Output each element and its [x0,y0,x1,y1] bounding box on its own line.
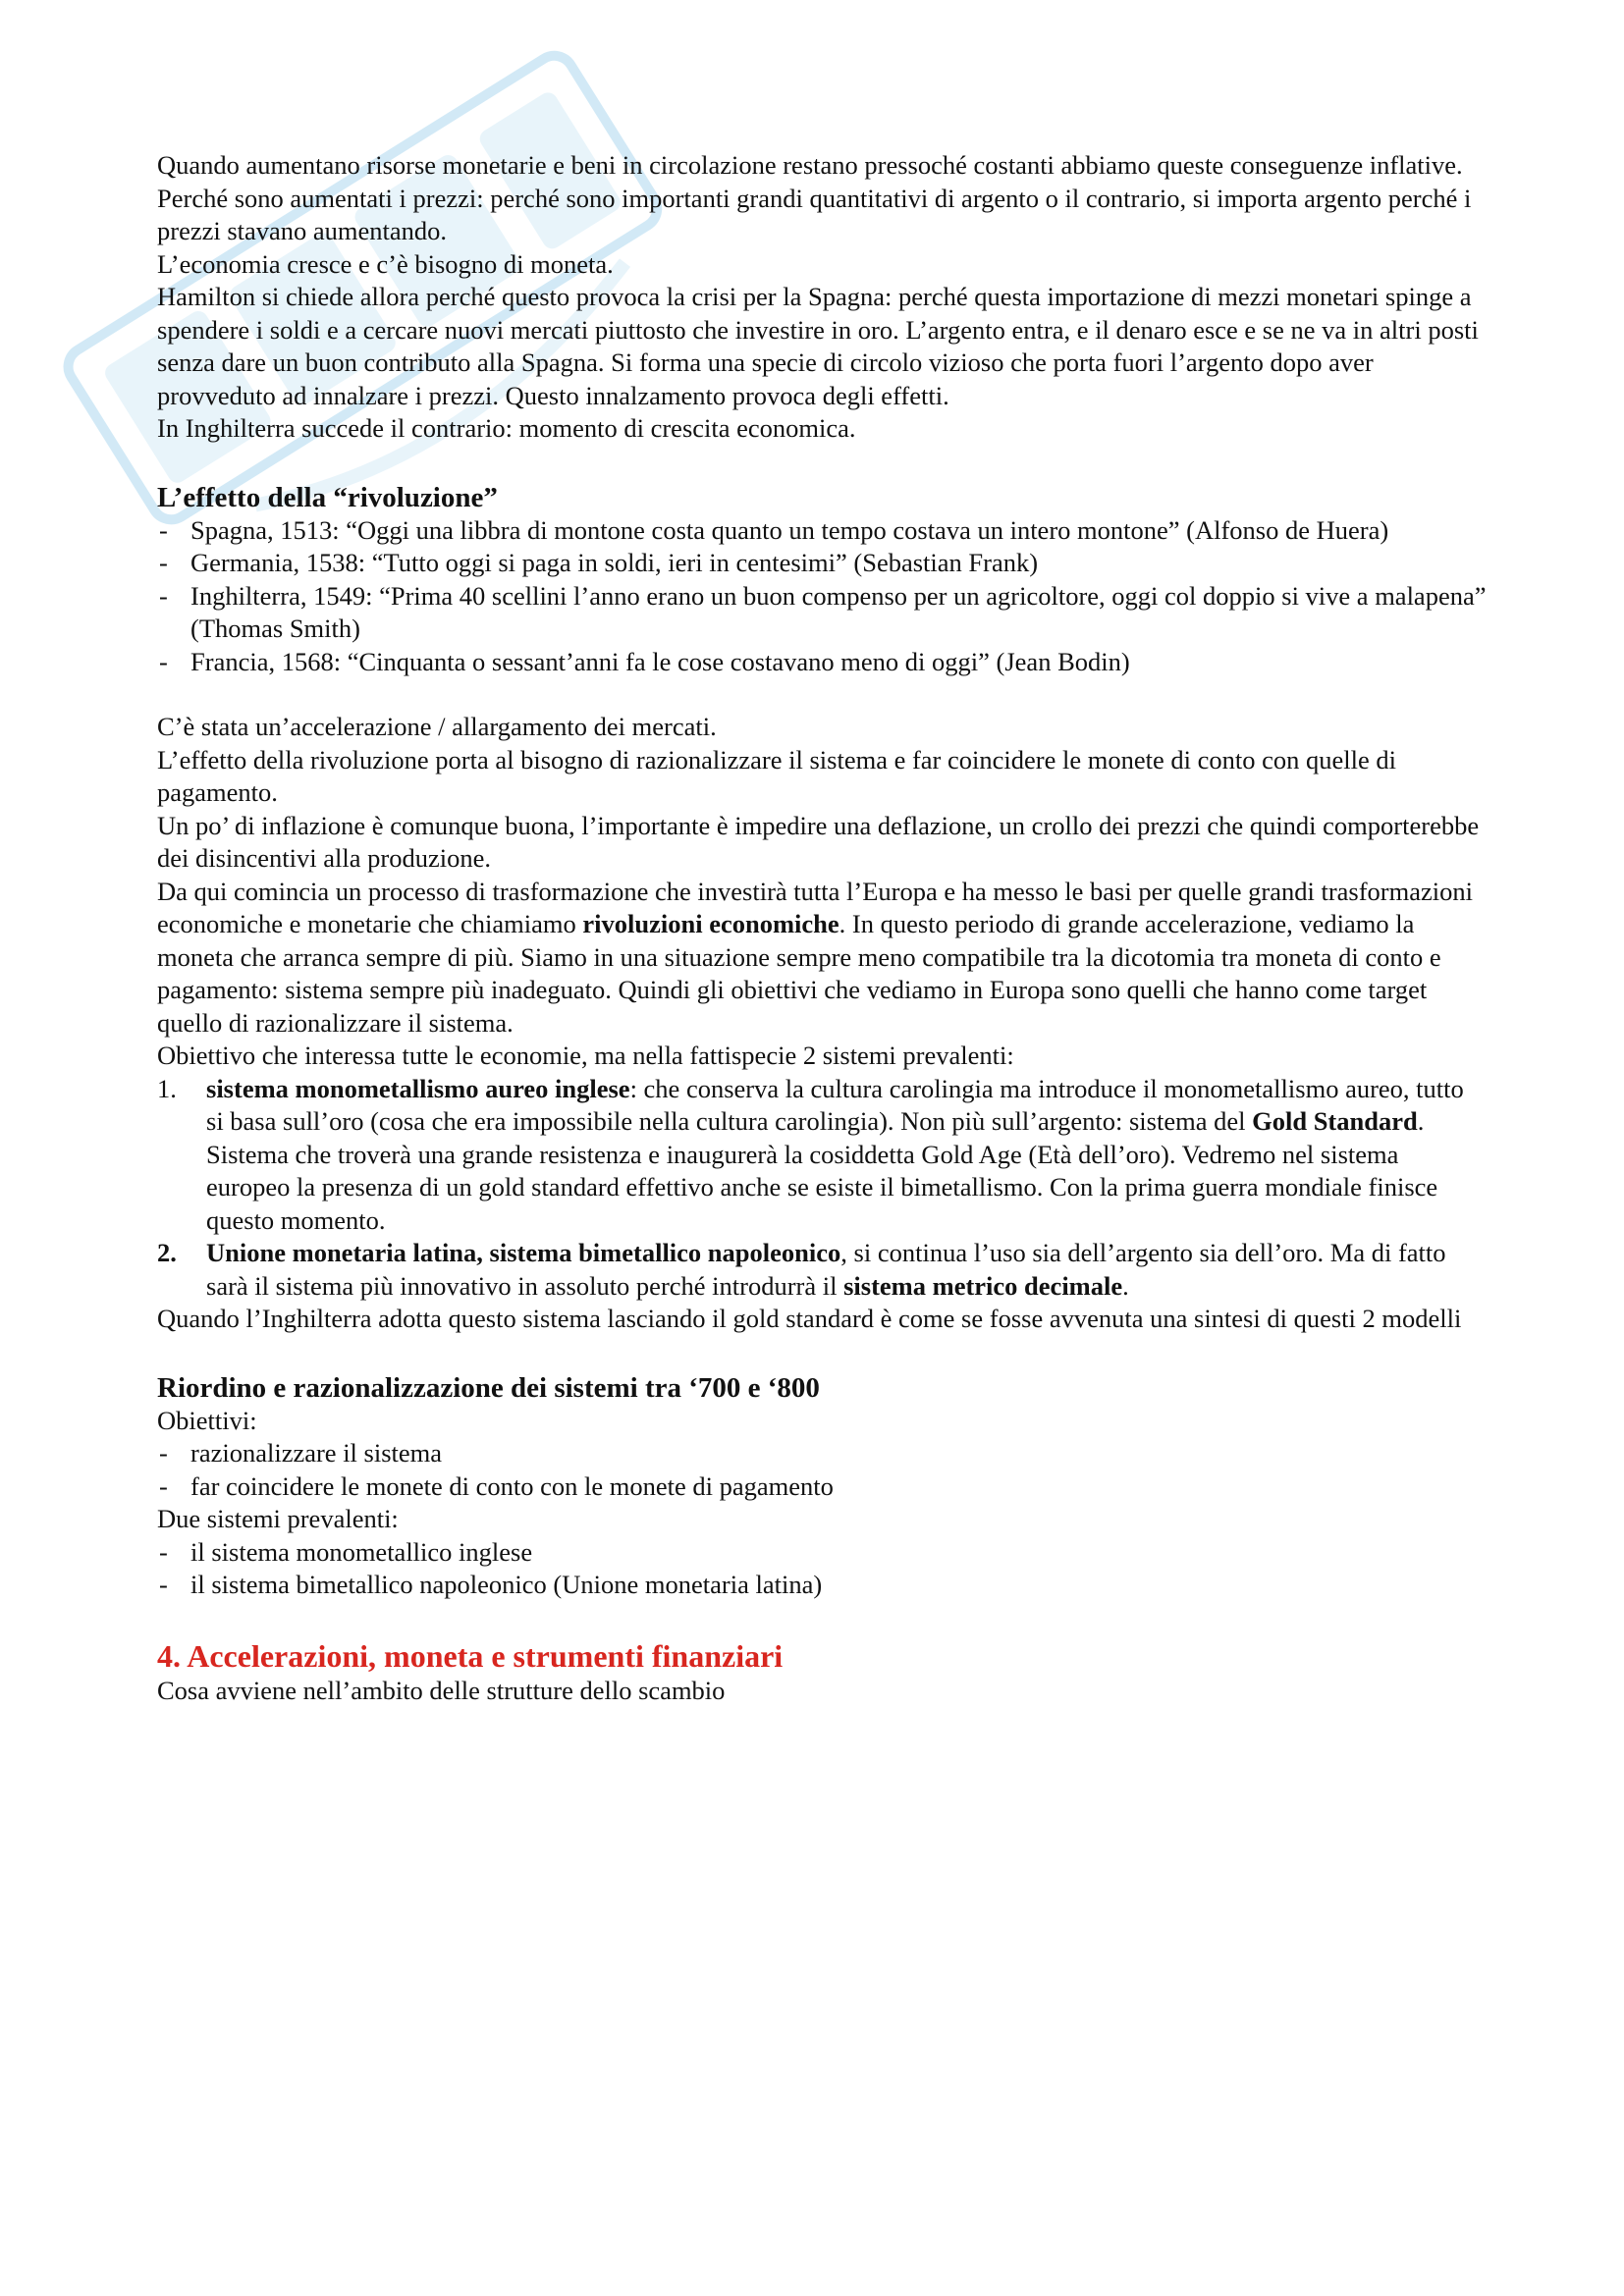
label: Due sistemi prevalenti: [157,1504,399,1533]
text-run: . In questo periodo di grande accelerazione, vediamo la moneta che arranca sempre di più. Siamo in una situazione sempre meno compatibile tra la dicotomia tra moneta di conto e pagamento: sistema sempre più inadeguato. Quindi gli obiettivi che vediamo in Europa sono quelli che hanno come target quello di razionalizzare il sistema. [157,909,1441,1038]
paragraph [157,876,1488,1041]
numbered-item [157,1073,1488,1238]
bold-term: Unione monetaria latina, sistema bimetallico napoleonico [206,1238,841,1267]
list-item: - il sistema monometallico inglese [157,1536,1488,1570]
paragraph: Quando l’Inghilterra adotta questo sistema lasciando il gold standard è come se fosse avvenuta una sintesi di questi 2 modelli [157,1304,1462,1333]
paragraph: Cosa avviene nell’ambito delle strutture dello scambio [157,1675,726,1705]
bold-term: Gold Standard [1252,1106,1418,1136]
paragraph: L’effetto della rivoluzione porta al bisogno di razionalizzare il sistema e far coincidere le monete di conto con quelle di pagamento. [157,744,1396,807]
document-page [157,149,1488,1707]
label: Obiettivi: [157,1405,257,1435]
bold-term: sistema metrico decimale [843,1270,1123,1301]
paragraph: L’economia cresce e c’è bisogno di moneta. [157,248,614,279]
quotes-list [157,514,1488,679]
text-run: Da qui comincia un processo di trasformazione che investirà tutta l’Europa e ha messo le basi per quelle grandi trasformazioni economiche e monetarie che chiamiamo [157,876,1473,938]
systems-numbered-list [157,1073,1488,1304]
text-run: : che conserva la cultura carolingia ma introduce il monometallismo aureo, tutto si basa sull’oro (cosa che era impossibile nella cultura carolingia). Non più sull’argento: sistema del [206,1073,1464,1136]
paragraph: Un po’ di inflazione è comunque buona, l’importante è impedire una deflazione, un crollo dei prezzi che quindi comporterebbe dei disincentivi alla produzione. [157,810,1480,873]
text-run: , si continua l’uso sia dell’argento sia dell’oro. Ma di fatto sarà il sistema più innovativo in assoluto perché introdurrà il [206,1238,1446,1301]
list-item: - far coincidere le monete di conto con le monete di pagamento [157,1470,1488,1504]
list-item: - Inghilterra, 1549: “Prima 40 scellini l’anno erano un buon compenso per un agricoltore, oggi col doppio si vive a malapena” (Thomas Smith) [157,580,1488,646]
list-item: - razionalizzare il sistema [157,1437,1488,1470]
paragraph: C’è stata un’accelerazione / allargamento dei mercati. [157,712,717,741]
section-heading-effetto: L’effetto della “rivoluzione” [157,481,498,513]
bold-term: sistema monometallismo aureo inglese [206,1073,630,1103]
bold-term: rivoluzioni economiche [582,909,839,938]
paragraph: Quando aumentano risorse monetarie e beni in circolazione restano pressoché costanti abbiamo queste conseguenze inflative. [157,150,1463,180]
paragraph: Obiettivo che interessa tutte le economie, ma nella fattispecie 2 sistemi prevalenti: [157,1041,1014,1070]
text-run: . Sistema che troverà una grande resistenza e inaugurerà la cosiddetta Gold Age (Età dell’oro). Vedremo nel sistema europeo la presenza di un gold standard effettivo anche se esiste il bimetallismo. Con la prima guerra mondiale finisce questo momento. [206,1106,1438,1235]
item-number: 1. [157,1073,177,1103]
paragraph: Perché sono aumentati i prezzi: perché sono importanti grandi quantitativi di argento o il contrario, si importa argento perché i prezzi stavano aumentando. [157,183,1472,245]
list-item: - Germania, 1538: “Tutto oggi si paga in soldi, ieri in centesimi” (Sebastian Frank) [157,547,1488,580]
intro-block [157,149,1488,446]
item-number: 2. [157,1238,177,1267]
paragraph: In Inghilterra succede il contrario: momento di crescita economica. [157,413,856,443]
numbered-item [157,1237,1488,1303]
list-item: - il sistema bimetallico napoleonico (Unione monetaria latina) [157,1569,1488,1602]
objectives-list [157,1437,1488,1503]
list-item: - Spagna, 1513: “Oggi una libbra di montone costa quanto un tempo costava un intero montone” (Alfonso de Huera) [157,514,1488,548]
list-item: - Francia, 1568: “Cinquanta o sessant’anni fa le cose costavano meno di oggi” (Jean Bodin) [157,646,1488,679]
paragraph: Hamilton si chiede allora perché questo provoca la crisi per la Spagna: perché questa importazione di mezzi monetari spinge a spendere i soldi e a cercare nuovi mercati piuttosto che investire in oro. L’argento entra, e il denaro esce e se ne va in altri posti senza dare un buon contributo alla Spagna. Si forma una specie di circolo vizioso che porta fuori l’argento dopo aver provveduto ad innalzare i prezzi. Questo innalzamento provoca degli effetti. [157,282,1479,410]
chapter-heading: 4. Accelerazioni, moneta e strumenti finanziari [157,1637,784,1674]
systems-list [157,1536,1488,1602]
section-heading-riordino: Riordino e razionalizzazione dei sistemi tra ‘700 e ‘800 [157,1371,820,1404]
text-run: . [1122,1270,1129,1301]
